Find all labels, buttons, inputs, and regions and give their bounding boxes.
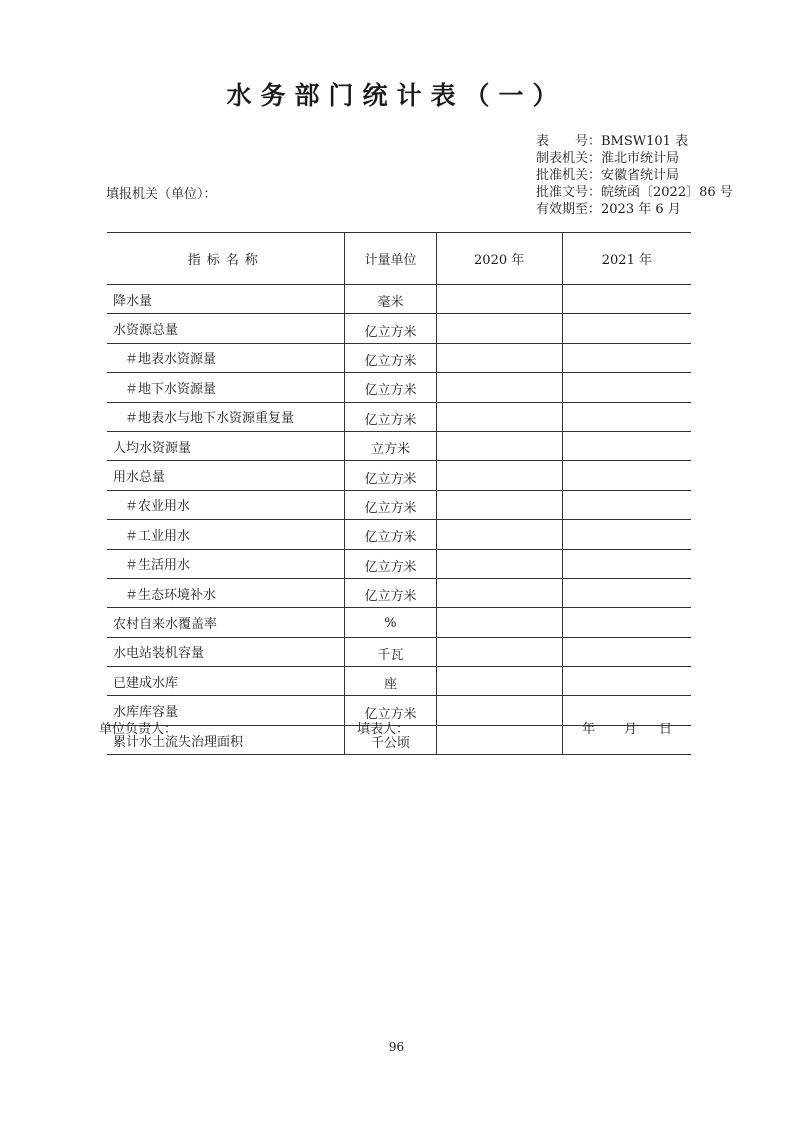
indicator-name-cell: 用水总量 — [107, 461, 345, 490]
table-row — [107, 520, 691, 549]
value-2021-cell[interactable] — [562, 343, 691, 372]
value-2021-cell[interactable] — [562, 373, 691, 402]
value-2020-cell[interactable] — [436, 667, 562, 696]
unit-cell: % — [345, 608, 436, 637]
value-2020-cell[interactable] — [436, 725, 562, 754]
value-2020-cell[interactable] — [436, 608, 562, 637]
unit-cell: 毫米 — [345, 285, 436, 314]
form-number: 表 号：BMSW101 表 — [536, 134, 689, 149]
statistics-table — [107, 232, 691, 755]
indicator-name-cell: ＃农业用水 — [107, 490, 345, 519]
indicator-name-cell: 人均水资源量 — [107, 431, 345, 460]
approving-authority: 批准机关：安徽省统计局 — [536, 168, 680, 183]
unit-cell: 立方米 — [345, 431, 436, 460]
indicator-name-cell: 水库库容量 — [107, 696, 345, 725]
indicator-name-cell: 已建成水库 — [107, 667, 345, 696]
value-2020-cell[interactable] — [436, 549, 562, 578]
value-2020-cell[interactable] — [436, 490, 562, 519]
value-2020-cell[interactable] — [436, 285, 562, 314]
form-meta-block — [536, 133, 733, 218]
value-2020-cell[interactable] — [436, 431, 562, 460]
indicator-name-cell: ＃生活用水 — [107, 549, 345, 578]
indicator-name-cell: ＃地下水资源量 — [107, 373, 345, 402]
table-row — [107, 549, 691, 578]
table-row — [107, 431, 691, 460]
value-2021-cell[interactable] — [562, 520, 691, 549]
unit-cell: 亿立方米 — [345, 520, 436, 549]
date-day-label: 日 — [659, 722, 673, 737]
header-indicator-name: 指标名称 — [107, 233, 345, 285]
unit-cell: 千瓦 — [345, 637, 436, 666]
value-2020-cell[interactable] — [436, 373, 562, 402]
unit-cell: 座 — [345, 667, 436, 696]
indicator-name-cell: ＃地表水资源量 — [107, 343, 345, 372]
unit-cell: 亿立方米 — [345, 314, 436, 343]
value-2020-cell[interactable] — [436, 696, 562, 725]
table-row — [107, 402, 691, 431]
header-year-2021: 2021 年 — [562, 233, 691, 285]
header-unit: 计量单位 — [345, 233, 436, 285]
indicator-name-cell: 农村自来水覆盖率 — [107, 608, 345, 637]
table-row — [107, 373, 691, 402]
value-2021-cell[interactable] — [562, 431, 691, 460]
indicator-name-cell: ＃地表水与地下水资源重复量 — [107, 402, 345, 431]
unit-cell: 亿立方米 — [345, 343, 436, 372]
unit-cell: 千公顷 — [345, 725, 436, 754]
table-row — [107, 667, 691, 696]
page-title: 水务部门统计表（一） — [226, 81, 567, 110]
indicator-name-cell: ＃生态环境补水 — [107, 578, 345, 607]
value-2021-cell[interactable] — [562, 490, 691, 519]
date-year-label: 年 — [582, 722, 596, 737]
value-2020-cell[interactable] — [436, 343, 562, 372]
reporting-unit-label: 填报机关（单位）： — [106, 187, 217, 202]
indicator-name-cell: 累计水土流失治理面积 — [107, 725, 345, 754]
unit-cell: 亿立方米 — [345, 402, 436, 431]
page-number: 96 — [388, 1040, 405, 1054]
header-year-2020: 2020 年 — [436, 233, 562, 285]
value-2021-cell[interactable] — [562, 667, 691, 696]
approval-document-number: 批准文号：皖统函〔2022〕86 号 — [536, 185, 733, 200]
unit-cell: 亿立方米 — [345, 490, 436, 519]
value-2021-cell[interactable] — [562, 578, 691, 607]
table-row — [107, 285, 691, 314]
unit-cell: 亿立方米 — [345, 549, 436, 578]
issuing-authority: 制表机关：淮北市统计局 — [536, 151, 680, 166]
unit-cell: 亿立方米 — [345, 578, 436, 607]
unit-cell: 亿立方米 — [345, 373, 436, 402]
value-2021-cell[interactable] — [562, 608, 691, 637]
value-2020-cell[interactable] — [436, 314, 562, 343]
table-row — [107, 314, 691, 343]
valid-until: 有效期至：2023 年 6 月 — [536, 202, 681, 217]
value-2021-cell[interactable] — [562, 637, 691, 666]
responsible-person-label: 单位负责人： — [99, 722, 178, 737]
value-2021-cell[interactable] — [562, 549, 691, 578]
value-2021-cell[interactable] — [562, 461, 691, 490]
table-row — [107, 608, 691, 637]
value-2021-cell[interactable] — [562, 314, 691, 343]
unit-cell: 亿立方米 — [345, 461, 436, 490]
unit-cell: 亿立方米 — [345, 696, 436, 725]
date-month-label: 月 — [624, 722, 638, 737]
value-2020-cell[interactable] — [436, 637, 562, 666]
table-header-row — [107, 233, 691, 285]
value-2021-cell[interactable] — [562, 402, 691, 431]
filled-by-label: 填表人： — [357, 722, 410, 737]
indicator-name-cell: ＃工业用水 — [107, 520, 345, 549]
value-2020-cell[interactable] — [436, 461, 562, 490]
indicator-name-cell: 降水量 — [107, 285, 345, 314]
table-row — [107, 637, 691, 666]
indicator-name-cell: 水电站装机容量 — [107, 637, 345, 666]
indicator-name-cell: 水资源总量 — [107, 314, 345, 343]
value-2021-cell[interactable] — [562, 285, 691, 314]
table-row — [107, 578, 691, 607]
table-row — [107, 490, 691, 519]
table-row — [107, 343, 691, 372]
table-body — [107, 285, 691, 755]
table-row — [107, 461, 691, 490]
value-2020-cell[interactable] — [436, 520, 562, 549]
value-2020-cell[interactable] — [436, 402, 562, 431]
value-2020-cell[interactable] — [436, 578, 562, 607]
